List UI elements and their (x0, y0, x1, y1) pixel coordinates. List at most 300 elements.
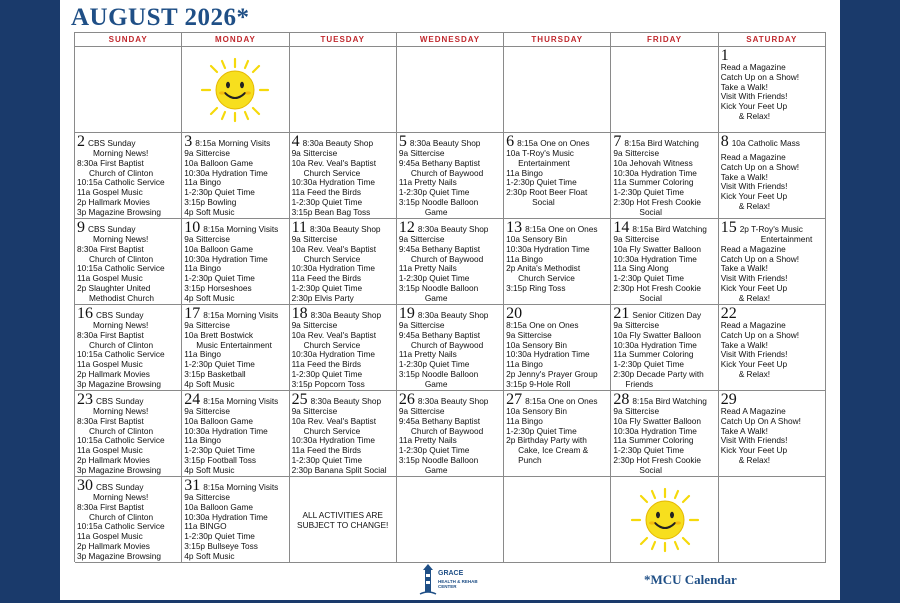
activity-item: 2p Jenny's Prayer Group (506, 368, 598, 379)
activity-item: 10:30a Hydration Time (506, 349, 590, 360)
activity-item: 1-2:30p Quiet Time (398, 273, 470, 284)
activity-item: 3:15p Noodle Balloon (398, 454, 479, 465)
day-number: 6 (506, 133, 515, 150)
day-cell (182, 219, 289, 305)
activity-item: 10:30a Hydration Time (613, 253, 697, 264)
activity-item: 10:30a Hydration Time (291, 349, 376, 360)
activity-item: 2:30p Decade Party with (613, 368, 704, 379)
activity-item: 4p Soft Music (184, 464, 235, 475)
calendar-grid (74, 32, 826, 562)
sun-decoration-cell (611, 477, 718, 563)
day-cell (290, 305, 397, 391)
activity-item: 2p Birthday Party with (506, 435, 587, 446)
activity-item: 1-2:30p Quiet Time (613, 187, 684, 198)
activity-item: Social (639, 464, 663, 475)
day-cell (611, 305, 718, 391)
activity-item: 1-2:30p Quiet Time (184, 445, 255, 456)
activity-item: 10a Sensory Bin (506, 406, 568, 416)
activity-item: Game (424, 292, 448, 303)
activity-item: 9a Sittercise (184, 492, 230, 502)
activity-item: 2p Hallmark Movies (77, 368, 150, 379)
empty-day-cell (504, 477, 611, 563)
activity-item: Church of Baywood (410, 339, 484, 350)
empty-day-cell (611, 47, 718, 133)
calendar-title: AUGUST 2026* (71, 4, 250, 31)
day-cell (719, 305, 826, 391)
activity-item: Morning News! (93, 234, 149, 244)
activity-item: 9a Sittercise (398, 406, 445, 416)
activity-item: 4p Soft Music (184, 550, 235, 561)
day-number: 28 (613, 391, 630, 408)
day-cell (290, 391, 397, 477)
activity-item: Social (639, 206, 663, 217)
empty-day-cell (397, 47, 504, 133)
activity-item: Morning News! (93, 148, 149, 158)
day-cell (397, 305, 504, 391)
activity-item: Visit With Friends! (720, 91, 788, 102)
day-number: 29 (720, 391, 737, 408)
activity-item: 10:30a Hydration Time (506, 243, 590, 254)
activity-item: 2:30p Hot Fresh Cookie (613, 454, 702, 465)
activity-item: Church Service (303, 167, 361, 178)
activity-item: Morning News! (93, 406, 149, 416)
activity-item: 11a Bingo (506, 359, 543, 370)
day-number: 15 (720, 219, 737, 236)
activity-item: Read a Magazine (720, 152, 786, 162)
day-number: 7 (613, 133, 622, 150)
activity-item: Catch Up on a Show! (720, 71, 800, 82)
activity-item: 9:45a Bethany Baptist (398, 157, 481, 168)
activity-item: 11a Pretty Nails (398, 349, 457, 360)
activity-item: Social (639, 292, 663, 303)
day-cell (182, 477, 289, 563)
activity-item: 11a Bingo (184, 349, 222, 360)
sun-icon (200, 57, 270, 123)
activity-item: 8:30a Beauty Shop (310, 396, 382, 406)
activity-item: 3p Magazine Browsing (77, 550, 161, 561)
activity-item: 11a Summer Coloring (613, 435, 694, 446)
activity-item: Take a Walk! (720, 171, 768, 182)
activity-item: Take a Walk! (720, 263, 768, 274)
activity-item: 8:30a Beauty Shop (409, 138, 481, 148)
activity-item: 10:15a Catholic Service (77, 349, 165, 360)
day-number: 11 (291, 219, 307, 236)
day-cell (75, 305, 182, 391)
weekday-sunday: SUNDAY (75, 33, 182, 47)
activity-item: 10:30a Hydration Time (184, 253, 268, 264)
activity-item: 9a Sittercise (184, 406, 230, 416)
activity-item: 10:15a Catholic Service (77, 263, 165, 274)
day-cell (397, 133, 504, 219)
activity-item: 2:30p Banana Split Social (291, 464, 387, 475)
activity-item: 8:30a First Baptist (77, 329, 144, 340)
activity-item: Kick Your Feet Up (720, 359, 788, 370)
day-number: 30 (77, 477, 93, 494)
activity-item: 2p Hallmark Movies (77, 196, 150, 207)
activity-item: 1-2:30p Quiet Time (184, 531, 255, 542)
activity-item: 11a Sing Along (613, 263, 669, 274)
activity-item: 10:30a Hydration Time (291, 177, 376, 188)
activity-item: 8:15a One on Ones (517, 138, 590, 148)
sun-decoration-cell (182, 47, 289, 133)
activity-item: 8:30a Beauty Shop (310, 310, 382, 320)
activity-item: 8:30a First Baptist (77, 243, 144, 254)
activity-item: 2:30p Elvis Party (291, 292, 354, 303)
activity-item: 8:15a Morning Visits (203, 396, 279, 406)
calendar-sheet (60, 0, 840, 600)
empty-day-cell (504, 47, 611, 133)
activity-item: Methodist Church (89, 292, 155, 303)
activity-item: & Relax! (738, 110, 771, 121)
grace-logo (418, 564, 488, 598)
activity-item: Church of Clinton (89, 511, 154, 522)
activity-item: Read a Magazine (720, 243, 786, 254)
activity-item: 10a Rev. Veal's Baptist (291, 243, 377, 254)
logo-name: GRACE (438, 570, 464, 577)
activity-item: 10:15a Catholic Service (77, 177, 165, 188)
activity-item: 9a Sittercise (184, 148, 230, 158)
day-number: 22 (720, 305, 737, 322)
day-number: 26 (398, 391, 415, 408)
activity-item: Kick Your Feet Up (720, 445, 788, 456)
activity-item: 1-2:30p Quiet Time (184, 187, 255, 198)
empty-day-cell (290, 47, 397, 133)
activity-item: 10:15a Catholic Service (77, 521, 165, 532)
activity-item: 1-2:30p Quiet Time (184, 273, 255, 284)
activity-item: 8:30a Beauty Shop (302, 138, 374, 148)
day-cell (611, 219, 718, 305)
day-cell (504, 391, 611, 477)
activity-item: 10a Fly Swatter Balloon (613, 243, 702, 254)
day-number: 19 (398, 305, 415, 322)
day-cell (719, 47, 826, 133)
activity-item: Friends (625, 378, 654, 389)
activity-item: 2p Hallmark Movies (77, 454, 150, 465)
day-cell (611, 391, 718, 477)
activity-item: 10a Sensory Bin (506, 339, 568, 350)
activity-item: 9a Sittercise (506, 329, 552, 340)
notice-cell (290, 477, 397, 563)
activity-item: 10:30a Hydration Time (184, 511, 268, 522)
day-cell (719, 133, 826, 219)
activity-item: 8:15a Morning Visits (203, 224, 279, 234)
day-number: 14 (613, 219, 630, 236)
activity-item: Visit With Friends! (720, 273, 788, 284)
activity-item: Morning News! (93, 320, 149, 330)
activity-item: 3:15p Bean Bag Toss (291, 206, 371, 217)
activity-item: 8:15a Morning Visits (203, 310, 279, 320)
day-cell (397, 219, 504, 305)
activity-item: Church of Clinton (89, 339, 154, 350)
activity-item: Catch Up on a Show! (720, 329, 800, 340)
day-cell (719, 391, 826, 477)
activity-item: 8:15a Morning Visits (195, 138, 271, 148)
activity-item: Take A Walk! (720, 425, 768, 436)
activity-item: 3p Magazine Browsing (77, 464, 161, 475)
activity-item: 10a Rev. Veal's Baptist (291, 157, 377, 168)
activity-item: Church of Clinton (89, 253, 154, 264)
week-row (75, 47, 826, 133)
activity-item: 11a Gospel Music (77, 531, 143, 542)
activity-item: 2p Slaughter United (77, 282, 151, 293)
week-row (75, 133, 826, 219)
activity-item: 1-2:30p Quiet Time (506, 177, 577, 188)
activity-item: 8:30a Beauty Shop (417, 224, 489, 234)
activity-item: Catch Up on a Show! (720, 161, 800, 172)
activity-item: 8:15a Bird Watching (632, 396, 707, 406)
activity-item: Game (424, 206, 448, 217)
activity-item: 11a Pretty Nails (398, 435, 457, 446)
day-number: 2 (77, 133, 85, 150)
day-cell (504, 305, 611, 391)
activity-item: 10a Jehovah Witness (613, 157, 693, 168)
activity-item: 3:15p Noodle Balloon (398, 196, 479, 207)
day-cell (75, 391, 182, 477)
activity-item: 3:15p Noodle Balloon (398, 368, 479, 379)
activity-item: 10:30a Hydration Time (291, 435, 376, 446)
day-cell (290, 219, 397, 305)
activity-item: 1-2:30p Quiet Time (613, 359, 684, 370)
activity-item: 10a Balloon Game (184, 501, 254, 512)
activity-item: 10a Fly Swatter Balloon (613, 329, 702, 340)
activity-item: 11a Bingo (184, 263, 222, 274)
activity-item: 11a Bingo (506, 253, 543, 264)
sun-icon (630, 487, 700, 553)
activity-item: 11a Feed the Birds (291, 273, 362, 284)
activity-item: Take a Walk! (720, 339, 768, 350)
activity-item: 3:15p Ring Toss (506, 282, 566, 293)
activity-item: 11a Bingo (184, 435, 222, 446)
activity-item: 10a Rev. Veal's Baptist (291, 329, 377, 340)
activity-item: 11a Gospel Music (77, 187, 143, 198)
day-number: 16 (77, 305, 93, 322)
activity-item: 3:15p Horseshoes (184, 282, 252, 293)
activity-item: 1-2:30p Quiet Time (398, 187, 470, 198)
activity-item: 2p Anita's Methodist (506, 263, 581, 274)
activity-item: Social (532, 196, 555, 207)
activity-item: 3:15p Bowling (184, 196, 237, 207)
calendar-note: *MCU Calendar (644, 572, 737, 587)
activity-item: 1-2:30p Quiet Time (291, 196, 363, 207)
activity-item: Senior Citizen Day (632, 310, 702, 320)
day-cell (75, 219, 182, 305)
activity-item: 11a Summer Coloring (613, 177, 694, 188)
weekday-friday: FRIDAY (611, 33, 718, 47)
activity-item: 3:15p Football Toss (184, 454, 257, 465)
activity-item: 11a Feed the Birds (291, 187, 362, 198)
activity-item: 3:15p Basketball (184, 368, 246, 379)
activity-item: 10a Brett Bostwick (184, 329, 253, 340)
activity-item: 10a Rev. Veal's Baptist (291, 415, 377, 426)
activity-item: 9a Sittercise (613, 406, 660, 416)
day-cell (504, 219, 611, 305)
activity-item: 9:45a Bethany Baptist (398, 329, 481, 340)
activity-item: Take a Walk! (720, 81, 768, 92)
day-number: 17 (184, 305, 201, 322)
activity-item: 1-2:30p Quiet Time (398, 445, 470, 456)
day-number: 4 (291, 133, 300, 150)
day-number: 18 (291, 305, 308, 322)
activity-item: Church Service (303, 339, 361, 350)
activity-item: 11a Gospel Music (77, 273, 143, 284)
activity-item: 11a Bingo (506, 415, 543, 426)
activity-item: Morning News! (93, 492, 149, 502)
weekday-tuesday: TUESDAY (290, 33, 397, 47)
activity-item: 10:30a Hydration Time (184, 167, 268, 178)
activity-item: 1-2:30p Quiet Time (291, 282, 363, 293)
activity-item: Entertainment (760, 234, 813, 244)
activity-item: 9a Sittercise (398, 320, 445, 330)
day-cell (290, 133, 397, 219)
activity-item: 8:30a Beauty Shop (417, 310, 489, 320)
activity-item: 11a Feed the Birds (291, 359, 362, 370)
day-cell (182, 305, 289, 391)
activity-item: 10:30a Hydration Time (613, 167, 697, 178)
activity-item: & Relax! (738, 454, 771, 465)
day-number: 20 (506, 305, 523, 322)
activity-item: 1-2:30p Quiet Time (613, 445, 684, 456)
activity-item: Church Service (518, 273, 575, 284)
activity-item: 11a Gospel Music (77, 445, 143, 456)
day-number: 10 (184, 219, 201, 236)
day-number: 5 (398, 133, 407, 150)
activity-item: 9:45a Bethany Baptist (398, 243, 481, 254)
activity-item: 8:30a Beauty Shop (417, 396, 489, 406)
activity-item: 3:15p Bullseye Toss (184, 540, 258, 551)
activity-item: 11a Bingo (506, 167, 543, 178)
activity-item: Catch Up On A Show! (720, 415, 801, 426)
activity-item: 8:15a Morning Visits (203, 482, 279, 492)
activity-item: 11a BINGO (184, 521, 227, 532)
activity-item: 10a T-Roy's Music (506, 148, 574, 158)
activity-item: Visit With Friends! (720, 349, 788, 360)
activity-item: Church of Clinton (89, 425, 154, 436)
activity-item: Read A Magazine (720, 406, 786, 416)
activity-item: 10:30a Hydration Time (291, 263, 376, 274)
day-number: 3 (184, 133, 193, 150)
day-number: 25 (291, 391, 308, 408)
activities-notice: ALL ACTIVITIES ARE SUBJECT TO CHANGE! (297, 510, 389, 530)
activity-item: & Relax! (738, 292, 771, 303)
activity-item: 8:15a Bird Watching (632, 224, 707, 234)
day-number: 31 (184, 477, 201, 494)
activity-item: Church of Clinton (89, 167, 154, 178)
weekday-wednesday: WEDNESDAY (397, 33, 504, 47)
activity-item: Kick Your Feet Up (720, 101, 788, 112)
activity-item: 10a Catholic Mass (731, 138, 800, 148)
activity-item: 8:15a Bird Watching (624, 138, 699, 148)
activity-item: 10:30a Hydration Time (613, 339, 697, 350)
activity-item: 8:15a One on Ones (525, 396, 598, 406)
activity-item: 2:30p Root Beer Float (506, 187, 588, 198)
day-number: 27 (506, 391, 523, 408)
activity-item: 3:15p Noodle Balloon (398, 282, 479, 293)
activity-item: 3:15p 9-Hole Roll (506, 378, 571, 389)
activity-item: 9a Sittercise (613, 234, 660, 244)
activity-item: Read a Magazine (720, 62, 786, 72)
activity-item: 3p Magazine Browsing (77, 378, 161, 389)
activity-item: 11a Feed the Birds (291, 445, 362, 456)
activity-item: 9a Sittercise (291, 234, 338, 244)
activity-item: 1-2:30p Quiet Time (184, 359, 255, 370)
day-cell (611, 133, 718, 219)
weekday-saturday: SATURDAY (719, 33, 826, 47)
activity-item: CBS Sunday (88, 138, 136, 148)
day-number: 13 (506, 219, 523, 236)
activity-item: Church Service (303, 253, 361, 264)
activity-item: 9a Sittercise (291, 148, 338, 158)
activity-item: Church of Baywood (410, 167, 484, 178)
week-row (75, 305, 826, 391)
activity-item: Game (424, 378, 448, 389)
activity-item: 1-2:30p Quiet Time (291, 454, 363, 465)
day-number: 8 (720, 133, 729, 150)
activity-item: 9a Sittercise (291, 320, 338, 330)
activity-item: 8:30a First Baptist (77, 415, 144, 426)
activity-item: 10a Balloon Game (184, 415, 254, 426)
activity-item: 11a Pretty Nails (398, 263, 457, 274)
activity-item: 3p Magazine Browsing (77, 206, 161, 217)
activity-item: 9a Sittercise (184, 234, 230, 244)
activity-item: 2:30p Hot Fresh Cookie (613, 196, 702, 207)
day-number: 23 (77, 391, 93, 408)
activity-item: 10:30a Hydration Time (613, 425, 697, 436)
activity-item: 4p Soft Music (184, 206, 235, 217)
activity-item: Entertainment (518, 157, 570, 168)
activity-item: 9a Sittercise (184, 320, 230, 330)
week-row (75, 477, 826, 563)
weekday-thursday: THURSDAY (504, 33, 611, 47)
activity-item: 9:45a Bethany Baptist (398, 415, 481, 426)
activity-item: CBS Sunday (96, 482, 144, 492)
activity-item: 3:15p Popcorn Toss (291, 378, 365, 389)
activity-item: 4p Soft Music (184, 378, 235, 389)
day-cell (75, 477, 182, 563)
day-number: 9 (77, 219, 85, 236)
activity-item: 2:30p Hot Fresh Cookie (613, 282, 702, 293)
activity-item: CBS Sunday (96, 396, 144, 406)
activity-item: Catch Up on a Show! (720, 253, 800, 264)
weekday-header-row (75, 33, 826, 47)
activity-item: CBS Sunday (88, 224, 136, 234)
activity-item: 10:15a Catholic Service (77, 435, 165, 446)
activity-item: 11a Summer Coloring (613, 349, 694, 360)
day-cell (182, 133, 289, 219)
activity-item: 10a Balloon Game (184, 157, 254, 168)
activity-item: Visit With Friends! (720, 435, 788, 446)
activity-item: 1-2:30p Quiet Time (291, 368, 363, 379)
day-number: 24 (184, 391, 201, 408)
day-number: 21 (613, 305, 630, 322)
activity-item: Punch (518, 454, 542, 465)
activity-item: Kick Your Feet Up (720, 191, 788, 202)
weekday-monday: MONDAY (182, 33, 289, 47)
activity-item: 9a Sittercise (613, 320, 660, 330)
activity-item: & Relax! (738, 200, 771, 211)
day-cell (182, 391, 289, 477)
activity-item: CBS Sunday (96, 310, 144, 320)
activity-item: 10a Balloon Game (184, 243, 254, 254)
activity-item: & Relax! (738, 368, 771, 379)
activity-item: Music Entertainment (196, 339, 272, 350)
activity-item: 11a Gospel Music (77, 359, 143, 370)
day-number: 12 (398, 219, 415, 236)
activity-item: 8:30a First Baptist (77, 501, 144, 512)
activity-item: 8:30a First Baptist (77, 157, 144, 168)
activity-item: 2p Hallmark Movies (77, 540, 150, 551)
activity-item: 1-2:30p Quiet Time (398, 359, 470, 370)
day-cell (719, 219, 826, 305)
